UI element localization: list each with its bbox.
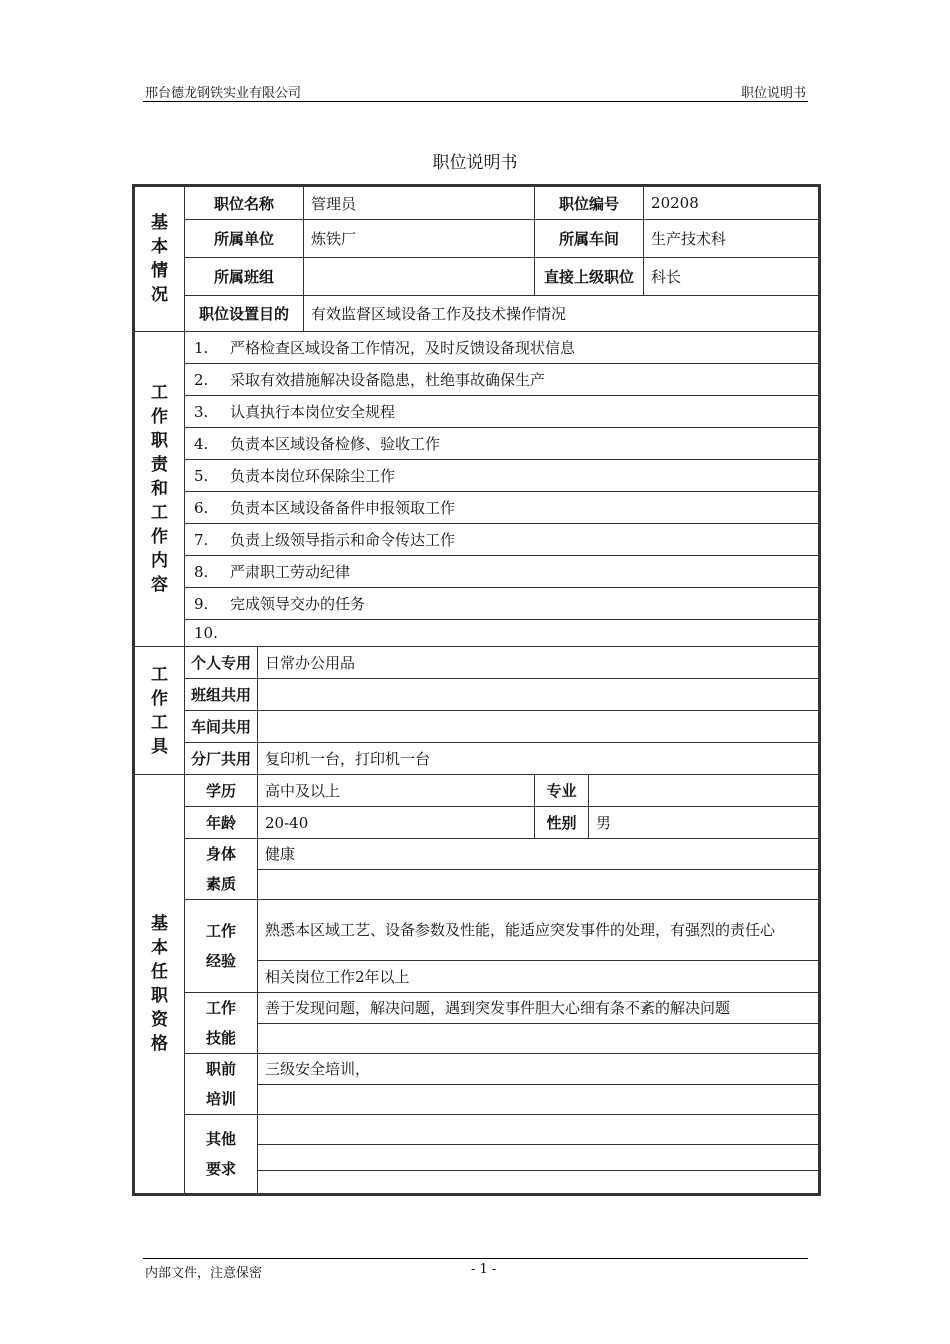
duty-item: 1. 严格检查区域设备工作情况，及时反馈设备现状信息 [185, 332, 820, 364]
page-header [143, 81, 808, 102]
training-value: 三级安全培训， [258, 1054, 820, 1085]
gender-label: 性别 [535, 807, 589, 839]
document-title: 职位说明书 [432, 153, 518, 173]
tool-label: 车间共用 [185, 711, 258, 743]
tool-label: 分厂共用 [185, 743, 258, 775]
physical-value [258, 869, 820, 900]
duty-item: 7. 负责上级领导指示和命令传达工作 [185, 524, 820, 556]
other-filler [258, 1171, 820, 1195]
experience-value: 熟悉本区域工艺、设备参数及性能，能适应突发事件的处理，有强烈的责任心 [258, 900, 820, 961]
duty-item: 10. [185, 620, 820, 647]
section-duties: 工作职责和工作内容 [134, 332, 185, 647]
header-doc-type: 职位说明书 [740, 86, 806, 101]
tool-label: 班组共用 [185, 679, 258, 711]
physical-label: 身体素质 [185, 839, 258, 900]
major-label: 专业 [535, 775, 589, 807]
unit-value: 炼铁厂 [304, 220, 535, 258]
duty-item: 8. 严肃职工劳动纪律 [185, 556, 820, 588]
experience-value: 相关岗位工作2年以上 [258, 961, 820, 993]
other-label: 其他要求 [185, 1115, 258, 1195]
gender-value: 男 [589, 807, 820, 839]
unit-label: 所属单位 [185, 220, 304, 258]
physical-value: 健康 [258, 839, 820, 870]
skills-label: 工作技能 [185, 993, 258, 1054]
training-label: 职前培训 [185, 1054, 258, 1115]
purpose-value: 有效监督区域设备工作及技术操作情况 [304, 296, 820, 332]
skills-value [258, 1023, 820, 1054]
tool-value: 复印机一台，打印机一台 [258, 743, 820, 775]
footer-note: 内部文件，注意保密 [145, 1266, 263, 1281]
other-value [258, 1115, 820, 1145]
duty-item: 4. 负责本区域设备检修、验收工作 [185, 428, 820, 460]
position-name-label: 职位名称 [185, 186, 304, 220]
other-value [258, 1145, 820, 1171]
section-tools: 工作工具 [134, 647, 185, 775]
duty-item: 6. 负责本区域设备备件申报领取工作 [185, 492, 820, 524]
duty-item: 3. 认真执行本岗位安全规程 [185, 396, 820, 428]
training-value [258, 1084, 820, 1115]
education-label: 学历 [185, 775, 258, 807]
page-footer [143, 1258, 808, 1281]
duty-item: 9. 完成领导交办的任务 [185, 588, 820, 620]
page-number: - 1 - [471, 1262, 497, 1277]
age-value: 20-40 [258, 807, 535, 839]
job-description-table [132, 184, 821, 1196]
duty-item: 5. 负责本岗位环保除尘工作 [185, 460, 820, 492]
tool-label: 个人专用 [185, 647, 258, 679]
education-value: 高中及以上 [258, 775, 535, 807]
position-code-label: 职位编号 [535, 186, 644, 220]
supervisor-label: 直接上级职位 [535, 258, 644, 296]
team-value [304, 258, 535, 296]
section-basic-info: 基本情况 [134, 186, 185, 332]
position-name-value: 管理员 [304, 186, 535, 220]
workshop-value: 生产技术科 [644, 220, 820, 258]
duty-item: 2. 采取有效措施解决设备隐患，杜绝事故确保生产 [185, 364, 820, 396]
company-name: 邢台德龙钢铁实业有限公司 [145, 86, 302, 101]
skills-value: 善于发现问题，解决问题，遇到突发事件胆大心细有条不紊的解决问题 [258, 993, 820, 1024]
tool-value [258, 679, 820, 711]
supervisor-value: 科长 [644, 258, 820, 296]
workshop-label: 所属车间 [535, 220, 644, 258]
team-label: 所属班组 [185, 258, 304, 296]
age-label: 年龄 [185, 807, 258, 839]
position-code-value: 20208 [644, 186, 820, 220]
experience-label: 工作经验 [185, 900, 258, 993]
major-value [589, 775, 820, 807]
tool-value [258, 711, 820, 743]
section-qualifications: 基本任职资格 [134, 775, 185, 1195]
tool-value: 日常办公用品 [258, 647, 820, 679]
purpose-label: 职位设置目的 [185, 296, 304, 332]
